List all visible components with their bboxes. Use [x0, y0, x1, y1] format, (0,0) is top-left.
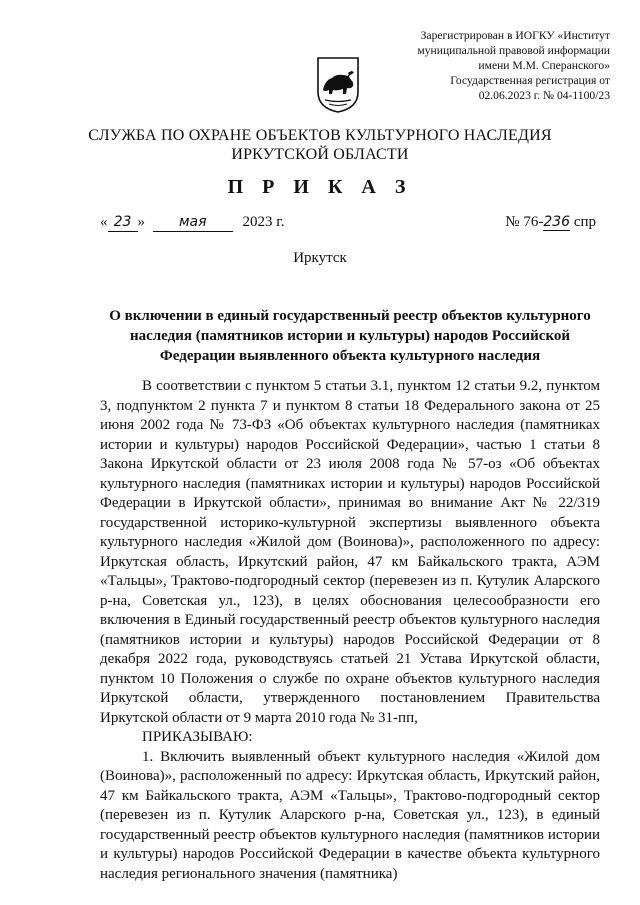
irkutsk-coat-of-arms-icon: [316, 56, 360, 114]
number-prefix: № 76-: [505, 214, 544, 230]
registration-stamp: [380, 28, 610, 103]
preamble-paragraph: В соответствии с пунктом 5 статьи 3.1, пунктом 12 статьи 9.2, пунктом 3, подпунктом 2 пункта 7 и пунктом 8 статьи 18 Федерального закона от 25 июня 2002 года № 73-ФЗ «Об объектах культурного наследия (памятниках истории и культуры) народов Российской Федерации», частью 1 статьи 8 Закона Иркутской области от 23 июля 2008 года № 57-оз «Об объектах культурного наследия (памятниках истории и культуры) народов Российской Федерации в Иркутской области», принимая во внимание Акт № 22/319 государственной историко-культурной экспертизы выявленного объекта культурного наследия «Жилой дом (Воинова)», расположенного по адресу: Иркутская область, Иркутский район, 47 км Байкальского тракта, АЭМ «Тальцы», Трактово-подгородный сектор (перевезен из п. Кутулик Аларского р-на, Советская ул., 123), в целях обоснования целесообразности его включения в Единый государственный реестр объектов культурного наследия (памятников истории и культуры) народов Российской Федерации от 8 декабря 2022 года, руководствуясь статьей 21 Устава Иркутской области, пунктом 10 Положения о службе по охране объектов культурного наследия Иркутской области, утвержденного постановлением Правительства Иркутской области от 9 марта 2010 года № 31-пп,: [100, 378, 600, 726]
organization-region: ИРКУТСКОЙ ОБЛАСТИ: [231, 146, 409, 163]
order-heading: [100, 306, 600, 366]
registration-line: муниципальной правовой информации: [417, 44, 610, 57]
command-word: ПРИКАЗЫВАЮ:: [142, 729, 253, 745]
number-suffix: спр: [573, 214, 596, 230]
heading-line: Федерации выявленного объекта культурного наследия: [159, 348, 541, 364]
date-year: 2023 г.: [242, 214, 285, 230]
date-day: 23: [113, 214, 132, 230]
order-number: [505, 214, 596, 231]
organization-name: СЛУЖБА ПО ОХРАНЕ ОБЪЕКТОВ КУЛЬТУРНОГО НАСЛЕДИЯ: [88, 127, 552, 144]
date-open-quote: «: [100, 214, 108, 230]
city: Иркутск: [293, 250, 347, 266]
registration-line: имени М.М. Сперанского»: [478, 59, 610, 72]
document-type: П Р И К А З: [227, 176, 413, 198]
order-date: [100, 214, 284, 232]
heading-line: О включении в единый государственный реестр объектов культурного: [109, 308, 591, 324]
heading-line: наследия (памятников истории и культуры) народов Российской: [129, 328, 571, 344]
registration-line: 02.06.2023 г. № 04-1100/23: [478, 89, 610, 102]
date-month: мая: [178, 214, 207, 230]
number-handwritten: 236: [543, 214, 571, 230]
registration-line: Зарегистрирован в ИОГКУ «Институт: [420, 29, 610, 42]
order-body: [100, 377, 600, 884]
date-close-quote: »: [137, 214, 145, 230]
registration-line: Государственная регистрация от: [450, 74, 610, 87]
clause-paragraph: 1. Включить выявленный объект культурного наследия «Жилой дом (Воинова)», расположенный по адресу: Иркутская область, Иркутский район, 47 км Байкальского тракта, АЭМ «Тальцы», Трактово-подгородный сектор (перевезен из п. Кутулик Аларского р-на, Советская ул., 123), в единый государственный реестр объектов культурного наследия (памятников истории и культуры) народов Российской Федерации в качестве объекта культурного наследия регионального значения (памятника): [100, 748, 600, 882]
